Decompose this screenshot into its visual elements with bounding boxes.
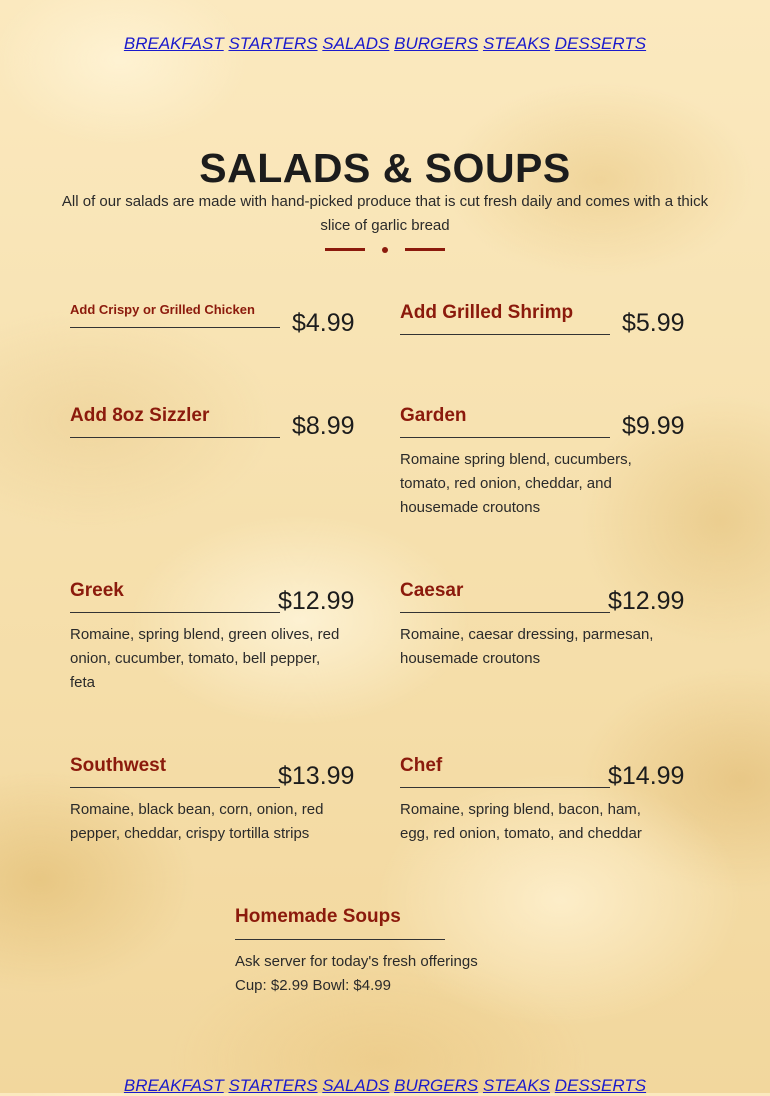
nav-link-steaks[interactable]: STEAKS: [482, 34, 551, 53]
nav-link-burgers[interactable]: BURGERS: [394, 1076, 479, 1095]
bottom-nav: [0, 1076, 770, 1096]
menu-item-price: $12.99: [278, 587, 355, 615]
menu-item-price: $4.99: [292, 309, 355, 337]
menu-item-price: $8.99: [292, 412, 355, 440]
menu-item-name: Add Crispy or Grilled Chicken: [70, 302, 280, 328]
divider-bar-left: [325, 248, 365, 251]
menu-item-description: Romaine spring blend, cucumbers, tomato, red onion, cheddar, and housemade croutons: [400, 451, 632, 516]
soups-offering-text: Ask server for today's fresh offerings: [235, 953, 478, 970]
nav-link-starters[interactable]: STARTERS: [228, 34, 318, 53]
page-subtitle: All of our salads are made with hand-picked produce that is cut fresh daily and comes with a thick slice of garlic bread: [61, 193, 709, 234]
nav-link-burgers[interactable]: BURGERS: [394, 34, 479, 53]
menu-item-name: Chef: [400, 755, 610, 788]
menu-item-price: $9.99: [622, 412, 685, 440]
divider-bar-right: [405, 248, 445, 251]
nav-link-steaks[interactable]: STEAKS: [482, 1076, 551, 1095]
nav-link-desserts[interactable]: DESSERTS: [554, 34, 647, 53]
top-nav: [0, 34, 770, 54]
nav-link-desserts[interactable]: DESSERTS: [554, 1076, 647, 1095]
menu-item-name: Garden: [400, 405, 610, 438]
divider-dot: [382, 247, 388, 253]
menu-item-price: $5.99: [622, 309, 685, 337]
menu-item-price: $13.99: [278, 762, 355, 790]
menu-item-name: Homemade Soups: [235, 906, 445, 940]
menu-item-name: Greek: [70, 580, 280, 613]
menu-item-name: Southwest: [70, 755, 280, 788]
menu-item-name: Add Grilled Shrimp: [400, 302, 610, 335]
section-divider: [325, 247, 445, 253]
menu-item-price: $14.99: [608, 762, 685, 790]
menu-item-description: Romaine, spring blend, bacon, ham, egg, red onion, tomato, and cheddar: [400, 801, 642, 842]
nav-link-salads[interactable]: SALADS: [322, 34, 390, 53]
menu-item-description: Romaine, caesar dressing, parmesan, housemade croutons: [400, 626, 654, 667]
soups-price-text: Cup: $2.99 Bowl: $4.99: [235, 977, 391, 994]
menu-item-description: Romaine, spring blend, green olives, red onion, cucumber, tomato, bell pepper, feta: [70, 626, 340, 691]
menu-item-price: $12.99: [608, 587, 685, 615]
menu-item-name: Caesar: [400, 580, 610, 613]
page-title: SALADS & SOUPS: [199, 145, 571, 191]
nav-link-salads[interactable]: SALADS: [322, 1076, 390, 1095]
menu-item-name: Add 8oz Sizzler: [70, 405, 280, 438]
nav-link-starters[interactable]: STARTERS: [228, 1076, 318, 1095]
menu-item-soups: [235, 906, 535, 998]
nav-link-breakfast[interactable]: BREAKFAST: [123, 1076, 224, 1095]
menu-item-description: Romaine, black bean, corn, onion, red pepper, cheddar, crispy tortilla strips: [70, 801, 324, 842]
nav-link-breakfast[interactable]: BREAKFAST: [123, 34, 224, 53]
